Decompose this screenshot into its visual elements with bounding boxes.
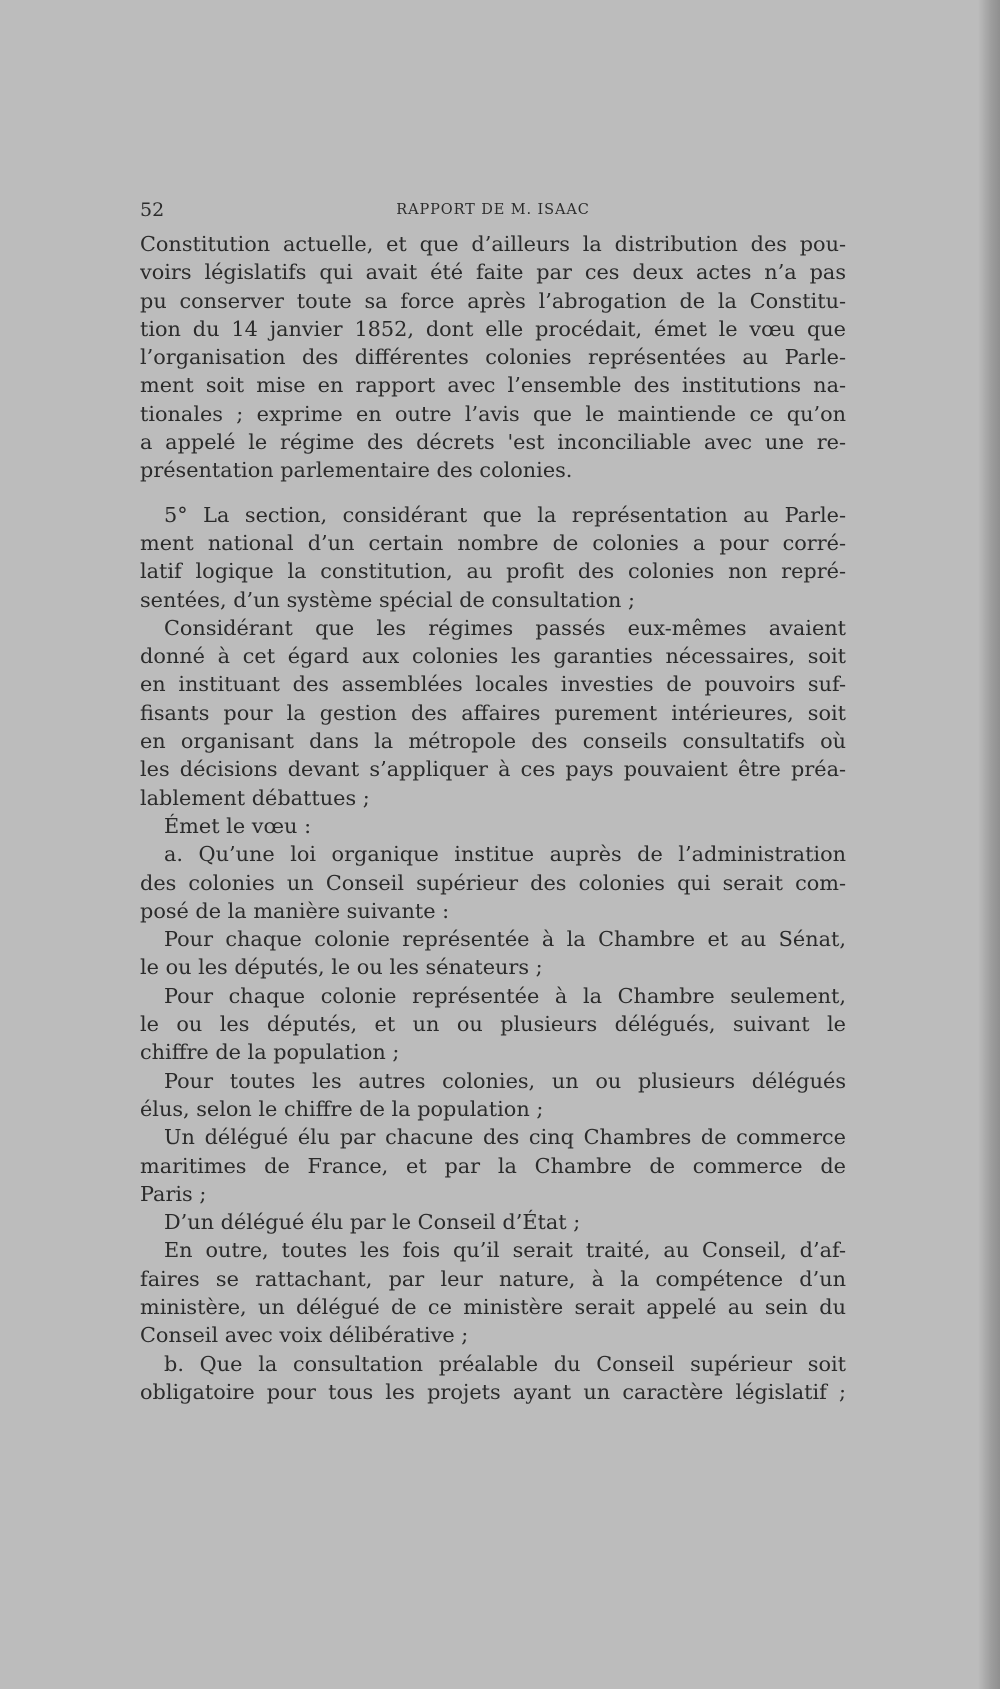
text-line: tionales ; exprime en outre l’avis que le maintiende ce qu’on [140,401,846,426]
text-line: En outre, toutes les fois qu’il serait traité, au Conseil, d’af- [164,1238,846,1263]
text-line: posé de la manière suivante : [140,898,450,923]
paragraph-gap [140,485,846,501]
page-text-block [140,196,846,1406]
text-line: le ou les députés, et un ou plusieurs délégués, suivant le [140,1012,846,1037]
text-line: Pour chaque colonie représentée à la Chambre et au Sénat, [164,927,846,952]
text-line: l’organisation des différentes colonies représentées au Parle- [140,345,846,370]
text-line: pu conserver toute sa force après l’abrogation de la Constitu- [140,288,846,313]
page-number: 52 [140,199,165,221]
text-line: Pour chaque colonie représentée à la Chambre seulement, [164,983,846,1008]
text-line: en instituant des assemblées locales investies de pouvoirs suf- [140,672,846,697]
text-line: obligatoire pour tous les projets ayant un caractère législatif ; [140,1379,846,1404]
text-line: a. Qu’une loi organique institue auprès de l’administration [164,842,846,867]
text-line: Paris ; [140,1181,207,1206]
text-line: b. Que la consultation préalable du Conseil supérieur soit [164,1351,846,1376]
text-line: fisants pour la gestion des affaires purement intérieures, soit [140,700,846,725]
text-line: Conseil avec voix délibérative ; [140,1323,469,1348]
text-line: tion du 14 janvier 1852, dont elle procédait, émet le vœu que [140,316,846,341]
text-line: latif logique la constitution, au profit des colonies non repré- [140,559,846,584]
body-text [140,230,846,1406]
text-line: en organisant dans la métropole des conseils consultatifs où [140,729,846,754]
page-edge-shadow [978,0,1000,1689]
text-line: Un délégué élu par chacune des cinq Chambres de commerce [164,1125,846,1150]
text-line: maritimes de France, et par la Chambre de commerce de [140,1153,846,1178]
text-line: Émet le vœu : [164,813,312,838]
text-line: Pour toutes les autres colonies, un ou plusieurs délégués [164,1068,846,1093]
text-line: lablement débattues ; [140,785,370,810]
text-line: 5° La section, considérant que la représentation au Parle- [164,502,846,527]
text-line: chiffre de la population ; [140,1040,400,1065]
text-line: voirs législatifs qui avait été faite par ces deux actes n’a pas [140,260,846,285]
text-line: faires se rattachant, par leur nature, à la compétence d’un [140,1266,846,1291]
text-line: ment soit mise en rapport avec l’ensemble des institutions na- [140,373,846,398]
text-line: des colonies un Conseil supérieur des colonies qui serait com- [140,870,846,895]
text-line: a appelé le régime des décrets 'est inconciliable avec une re- [140,430,846,455]
text-line: le ou les députés, le ou les sénateurs ; [140,955,543,980]
text-line: présentation parlementaire des colonies. [140,458,573,483]
text-line: ministère, un délégué de ce ministère serait appelé au sein du [140,1294,846,1319]
text-line: ment national d’un certain nombre de colonies a pour corré- [140,530,846,555]
text-line: Constitution actuelle, et que d’ailleurs la distribution des pou- [140,232,846,256]
running-title: RAPPORT DE M. ISAAC [396,202,590,218]
text-line: les décisions devant s’appliquer à ces pays pouvaient être préa- [140,757,846,782]
text-line: Considérant que les régimes passés eux-mêmes avaient [164,615,846,640]
text-line: sentées, d’un système spécial de consultation ; [140,587,636,612]
text-line: élus, selon le chiffre de la population ; [140,1096,544,1121]
text-line: D’un délégué élu par le Conseil d’État ; [164,1210,581,1235]
running-head [140,196,846,230]
text-line: donné à cet égard aux colonies les garanties nécessaires, soit [140,644,846,669]
